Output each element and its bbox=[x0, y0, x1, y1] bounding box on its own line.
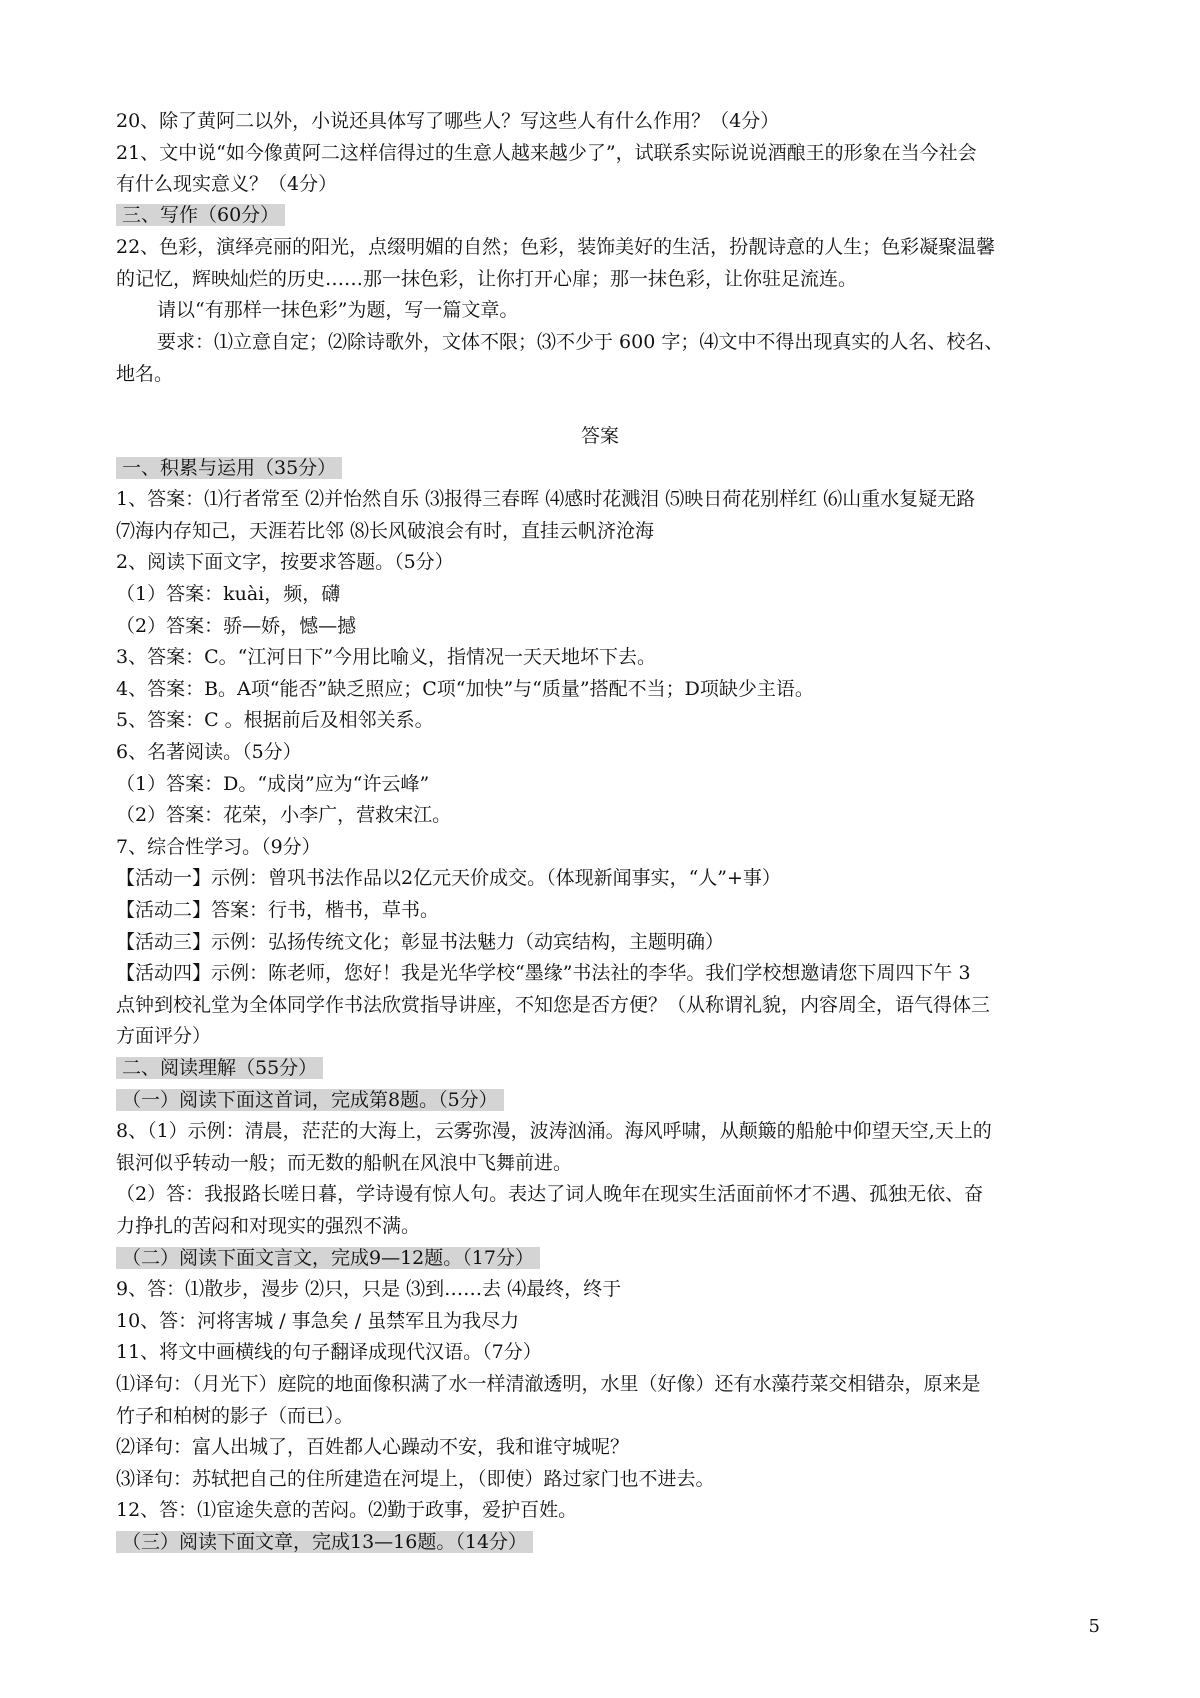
answer-9: 9、答：⑴散步，漫步 ⑵只，只是 ⑶到……去 ⑷最终，终于 bbox=[116, 1278, 622, 1300]
answer-10: 10、答：河将害城 / 事急矣 / 虽禁军且为我尽力 bbox=[116, 1310, 520, 1332]
question-21-line-1: 21、文中说“如今像黄阿二这样信得过的生意人越来越少了”，试联系实际说说酒酿王的形象在当今社会 bbox=[116, 142, 977, 164]
section-2-title: 二、阅读理解（55分） bbox=[116, 1057, 323, 1079]
answer-7-activity-4-line-1: 【活动四】示例：陈老师，您好！我是光华学校“墨缘”书法社的李华。我们学校想邀请您下周四下午 3 bbox=[116, 962, 971, 984]
answer-7-activity-4-line-2: 点钟到校礼堂为全体同学作书法欣赏指导讲座，不知您是否方便？（从称谓礼貌，内容周全，语气得体三 bbox=[116, 994, 991, 1016]
answer-6-title: 6、名著阅读。（5分） bbox=[116, 741, 302, 763]
section-2-heading bbox=[116, 1055, 323, 1081]
question-21-line-2: 有什么现实意义？（4分） bbox=[116, 173, 338, 195]
answer-7-activity-2: 【活动二】答案：行书，楷书，草书。 bbox=[116, 899, 440, 921]
answer-4: 4、答案：B。A项“能否”缺乏照应；C项“加快”与“质量”搭配不当；D项缺少主语。 bbox=[116, 678, 814, 700]
subsection-1-title: （一）阅读下面这首词，完成第8题。（5分） bbox=[116, 1089, 504, 1111]
answer-6-1: （1）答案：D。“成岗”应为“许云峰” bbox=[116, 773, 430, 795]
answer-8-2-line-1: （2）答：我报路长嗟日暮，学诗谩有惊人句。表达了词人晚年在现实生活面前怀才不遇、孤独无依、奋 bbox=[116, 1183, 984, 1205]
answer-8-1-line-1: 8、（1）示例：清晨，茫茫的大海上，云雾弥漫，波涛汹涌。海风呼啸，从颠簸的船舱中仰望天空,天上的 bbox=[116, 1120, 992, 1142]
section-writing-heading bbox=[116, 202, 285, 228]
section-1-heading bbox=[116, 455, 342, 481]
answer-11-2: ⑵译句：富人出城了，百姓都人心躁动不安，我和谁守城呢？ bbox=[116, 1436, 630, 1458]
question-22-line-2: 的记忆，辉映灿烂的历史……那一抹色彩，让你打开心扉；那一抹色彩，让你驻足流连。 bbox=[116, 268, 858, 290]
answer-2-1: （1）答案：kuài，频，礴 bbox=[116, 583, 341, 605]
answer-11-title: 11、将文中画横线的句子翻译成现代汉语。（7分） bbox=[116, 1341, 542, 1363]
answer-11-1-line-2: 竹子和柏树的影子（而已）。 bbox=[116, 1405, 354, 1427]
subsection-1-heading bbox=[116, 1087, 504, 1113]
subsection-3-heading bbox=[116, 1529, 533, 1555]
section-1-title: 一、积累与运用（35分） bbox=[116, 457, 342, 479]
answer-11-3: ⑶译句：苏轼把自己的住所建造在河堤上，（即使）路过家门也不进去。 bbox=[116, 1468, 715, 1490]
question-22-line-4: 要求：⑴立意自定；⑵除诗歌外，文体不限；⑶不少于 600 字；⑷文中不得出现真实的人名、校名、 bbox=[157, 331, 1004, 353]
subsection-3-title: （三）阅读下面文章，完成13—16题。（14分） bbox=[116, 1531, 533, 1553]
answer-8-2-line-2: 力挣扎的苦闷和对现实的强烈不满。 bbox=[116, 1215, 421, 1237]
answer-12: 12、答：⑴宦途失意的苦闷。⑵勤于政事，爱护百姓。 bbox=[116, 1499, 578, 1521]
answer-11-1-line-1: ⑴译句：（月光下）庭院的地面像积满了水一样清澈透明，水里（好像）还有水藻荇菜交相错杂，原来是 bbox=[116, 1373, 981, 1395]
answer-1-line-1: 1、答案：⑴行者常至 ⑵并怡然自乐 ⑶报得三春晖 ⑷感时花溅泪 ⑸映日荷花别样红 ⑹山重水复疑无路 bbox=[116, 488, 976, 510]
answer-5: 5、答案：C 。根据前后及相邻关系。 bbox=[116, 709, 434, 731]
answer-2-2: （2）答案：骄—娇，憾—撼 bbox=[116, 615, 357, 637]
answer-3: 3、答案：C。“江河日下”今用比喻义，指情况一天天地坏下去。 bbox=[116, 646, 657, 668]
question-20: 20、除了黄阿二以外，小说还具体写了哪些人？写这些人有什么作用？（4分） bbox=[116, 110, 780, 132]
page-number: 5 bbox=[1088, 1616, 1100, 1637]
answer-8-1-line-2: 银河似乎转动一般；而无数的船帆在风浪中飞舞前进。 bbox=[116, 1152, 573, 1174]
answer-2-title: 2、阅读下面文字，按要求答题。（5分） bbox=[116, 551, 454, 573]
answer-7-activity-3: 【活动三】示例：弘扬传统文化；彰显书法魅力（动宾结构，主题明确） bbox=[116, 931, 725, 953]
answer-7-title: 7、综合性学习。（9分） bbox=[116, 836, 321, 858]
question-22-line-3: 请以“有那样一抹色彩”为题，写一篇文章。 bbox=[157, 299, 519, 321]
answers-title: 答案 bbox=[580, 425, 619, 447]
subsection-2-title: （二）阅读下面文言文，完成9—12题。（17分） bbox=[116, 1247, 540, 1269]
subsection-2-heading bbox=[116, 1245, 540, 1271]
answer-6-2: （2）答案：花荣，小李广，营救宋江。 bbox=[116, 804, 452, 826]
answer-7-activity-4-line-3: 方面评分） bbox=[116, 1025, 212, 1047]
question-22-line-1: 22、色彩，演绎亮丽的阳光，点缀明媚的自然；色彩，装饰美好的生活，扮靓诗意的人生；色彩凝聚温馨 bbox=[116, 236, 996, 258]
answer-1-line-2: ⑺海内存知己，天涯若比邻 ⑻长风破浪会有时，直挂云帆济沧海 bbox=[116, 520, 655, 542]
answer-7-activity-1: 【活动一】示例：曾巩书法作品以2亿元天价成交。（体现新闻事实，“人”+事） bbox=[116, 867, 781, 889]
question-22-line-5: 地名。 bbox=[116, 363, 174, 385]
section-writing-title: 三、写作（60分） bbox=[116, 204, 285, 226]
